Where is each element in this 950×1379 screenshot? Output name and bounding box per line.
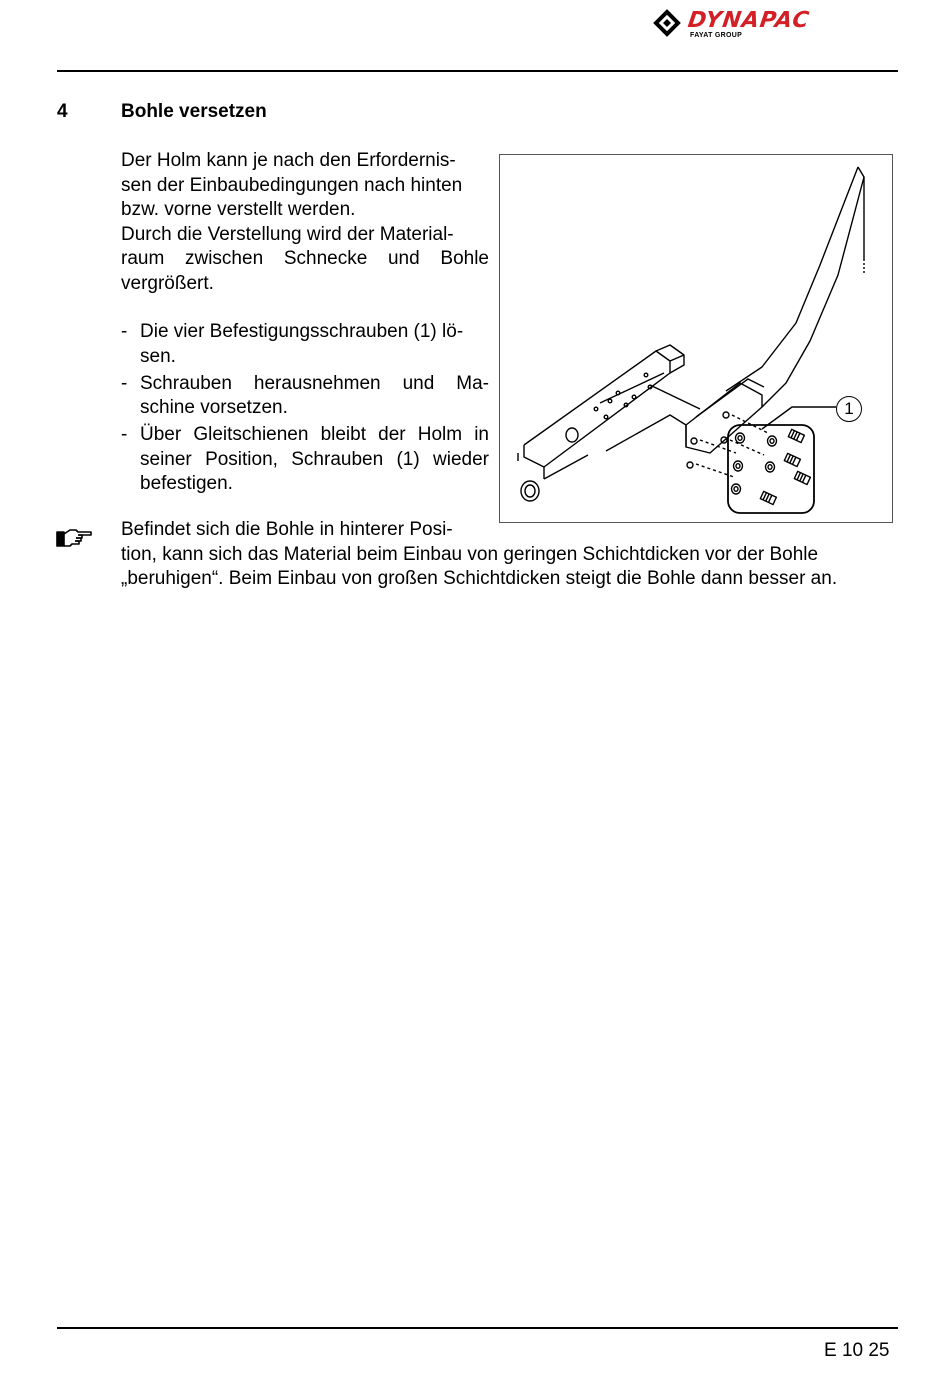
intro-line: sen der Einbaubedingungen nach hinten: [121, 174, 463, 196]
note-line: Befindet sich die Bohle in hinterer Posi-: [121, 519, 453, 540]
step-list: [121, 320, 489, 499]
footer-rule: [57, 1327, 898, 1329]
step-line: Die vier Befestigungsschrauben (1) lö-: [140, 321, 464, 342]
brand-group: FAYAT GROUP: [690, 32, 743, 39]
note-line: „beruhigen“. Beim Einbau von großen Schichtdicken steigt die Bohle dann besser an.: [121, 568, 838, 589]
section-number: 4: [57, 101, 68, 122]
dynapac-logo: [652, 4, 900, 44]
brand-name: DYNAPAC: [686, 8, 812, 33]
step-line: sen.: [140, 345, 176, 367]
step-item: [121, 372, 489, 421]
callout-label: 1: [836, 396, 862, 422]
intro-paragraph: [121, 149, 489, 296]
step-line: befestigen.: [140, 473, 233, 494]
intro-line: Durch die Verstellung wird der Material-: [121, 223, 454, 245]
step-item: [121, 320, 489, 369]
dynapac-diamond-icon: [652, 8, 686, 38]
section-title: Bohle versetzen: [121, 101, 267, 122]
screed-arm-bolts-illustration: [500, 155, 894, 524]
step-line: Über Gleitschienen bleibt der Holm in: [140, 424, 489, 445]
page-number: E 10 25: [824, 1340, 890, 1361]
header-rule: [57, 70, 898, 72]
intro-line: vergrößert.: [121, 272, 214, 294]
step-line: seiner Position, Schrauben (1) wieder: [140, 448, 489, 470]
step-line: Schrauben herausnehmen und Ma-: [140, 372, 489, 394]
step-item: [121, 423, 489, 497]
pointing-hand-icon: [56, 526, 94, 548]
intro-line: bzw. vorne verstellt werden.: [121, 199, 356, 220]
step-dash: -: [121, 321, 128, 342]
note-line: tion, kann sich das Material beim Einbau von geringen Schichtdicken vor der Bohle: [121, 543, 819, 565]
step-dash: -: [121, 372, 128, 394]
note-paragraph: [121, 518, 895, 592]
step-line: schine vorsetzen.: [140, 397, 288, 418]
screed-arm-figure: [499, 154, 893, 523]
step-dash: -: [121, 424, 128, 445]
intro-line: raum zwischen Schnecke und Bohle: [121, 248, 489, 269]
intro-line: Der Holm kann je nach den Erfordernis-: [121, 150, 456, 171]
